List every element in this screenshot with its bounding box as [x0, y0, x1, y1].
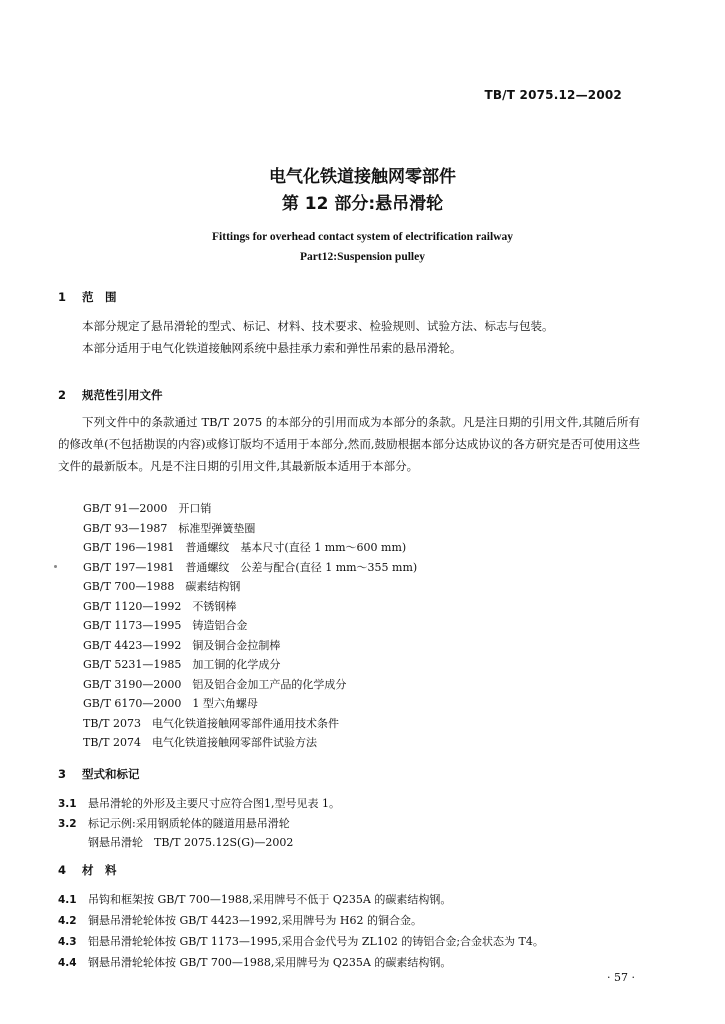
clause-4-1: [58, 891, 451, 907]
section-2-number: 2: [58, 388, 67, 402]
reference-title: 普通螺纹 基本尺寸(直径 1 mm～600 mm): [185, 541, 407, 554]
title-en-line2: Part12:Suspension pulley: [300, 251, 425, 263]
clause-number: 3.1: [58, 798, 77, 810]
reference-item: [83, 695, 258, 711]
section-2-title: 规范性引用文件: [82, 388, 163, 402]
reference-code: GB/T 197—1981: [83, 560, 175, 574]
section-4-title: 材 料: [82, 863, 117, 877]
reference-item: [83, 539, 406, 555]
clause-text: 吊钩和框架按 GB/T 700—1988,采用牌号不低于 Q235A 的碳素结构钢。: [88, 893, 452, 906]
reference-title: 铜及铜合金拉制棒: [192, 638, 281, 652]
clause-text: 钢悬吊滑轮轮体按 GB/T 700—1988,采用牌号为 Q235A 的碳素结构钢。: [88, 956, 452, 969]
section-4-heading: [58, 862, 117, 878]
reference-title: 普通螺纹 公差与配合(直径 1 mm～355 mm): [185, 560, 418, 574]
reference-code: GB/T 1120—1992: [83, 599, 182, 613]
reference-title: 不锈钢棒: [192, 599, 237, 613]
section-2-body: [58, 411, 640, 477]
section-3-number: 3: [58, 767, 67, 781]
reference-item: [83, 715, 339, 731]
reference-title: 1 型六角螺母: [192, 697, 258, 710]
section-1-number: 1: [58, 290, 67, 304]
reference-code: GB/T 700—1988: [83, 580, 175, 593]
clause-number: 4.1: [58, 894, 77, 906]
section-3-title: 型式和标记: [82, 767, 140, 781]
section-1-para-2: 本部分适用于电气化铁道接触网系统中悬挂承力索和弹性吊索的悬吊滑轮。: [82, 341, 462, 355]
reference-item: [83, 656, 280, 672]
marking-example: 钢悬吊滑轮 TB/T 2075.12S(G)—2002: [88, 836, 294, 849]
reference-title: 铸造铝合金: [192, 619, 248, 632]
reference-item: [83, 734, 317, 750]
clause-number: 4.3: [58, 936, 77, 948]
reference-title: 铝及铝合金加工产品的化学成分: [192, 677, 347, 691]
reference-code: GB/T 6170—2000: [83, 697, 182, 710]
reference-title: 电气化铁道接触网零部件通用技术条件: [151, 716, 339, 730]
reference-code: TB/T 2074: [83, 736, 141, 749]
section-1-heading: [58, 289, 117, 305]
reference-item: [83, 676, 346, 692]
reference-title: 开口销: [178, 502, 212, 515]
reference-code: GB/T 91—2000: [83, 502, 168, 515]
clause-number: 4.4: [58, 957, 77, 969]
clause-text: 悬吊滑轮的外形及主要尺寸应符合图1,型号见表 1。: [88, 797, 340, 810]
section-1-para-1: 本部分规定了悬吊滑轮的型式、标记、材料、技术要求、检验规则、试验方法、标志与包装。: [82, 319, 554, 333]
page-number: · 57 ·: [607, 971, 635, 984]
clause-3-1: [58, 795, 340, 811]
section-1-body: [58, 315, 640, 359]
reference-title: 标准型弹簧垫圈: [178, 521, 256, 535]
scan-speck: [54, 565, 57, 568]
section-2-para: 下列文件中的条款通过 TB/T 2075 的本部分的引用而成为本部分的条款。凡是注日期的引用文件,其随后所有的修改单(不包括勘误的内容)或修订版均不适用于本部分,然而,鼓励根据本部分达成协议的各方研究是否可使用这些文件的最新版本。凡是不注日期的引用文件,其最新版本适用于本部分。: [58, 415, 640, 473]
reference-code: GB/T 3190—2000: [83, 677, 182, 691]
reference-item: [83, 520, 255, 536]
reference-item: [83, 637, 280, 653]
title-en-line1: Fittings for overhead contact system of electrification railway: [212, 231, 513, 243]
reference-code: GB/T 5231—1985: [83, 658, 182, 671]
reference-item: [83, 500, 211, 516]
section-4-number: 4: [58, 863, 67, 877]
clause-3-2: [58, 815, 290, 831]
clause-4-3: [58, 933, 544, 949]
clause-text: 铝悬吊滑轮轮体按 GB/T 1173—1995,采用合金代号为 ZL102 的铸铝合金;合金状态为 T4。: [88, 935, 544, 948]
reference-item: [83, 559, 417, 575]
reference-item: [83, 598, 236, 614]
title-cn-line1: 电气化铁道接触网零部件: [269, 167, 456, 187]
section-2-heading: [58, 387, 163, 403]
section-3-heading: [58, 766, 140, 782]
clause-number: 4.2: [58, 915, 77, 927]
reference-code: GB/T 4423—1992: [83, 638, 182, 652]
reference-code: TB/T 2073: [83, 716, 141, 730]
reference-code: GB/T 1173—1995: [83, 619, 182, 632]
clause-text: 标记示例:采用钢质轮体的隧道用悬吊滑轮: [88, 817, 290, 830]
reference-title: 加工铜的化学成分: [192, 658, 281, 671]
standard-code: TB/T 2075.12—2002: [484, 88, 622, 102]
title-cn-line2: 第 12 部分:悬吊滑轮: [281, 194, 444, 214]
clause-text: 铜悬吊滑轮轮体按 GB/T 4423—1992,采用牌号为 H62 的铜合金。: [88, 914, 422, 927]
section-1-title: 范 围: [82, 290, 117, 304]
reference-title: 碳素结构钢: [185, 580, 241, 593]
reference-title: 电气化铁道接触网零部件试验方法: [151, 736, 317, 749]
clause-number: 3.2: [58, 818, 77, 830]
clause-4-2: [58, 912, 422, 928]
reference-code: GB/T 93—1987: [83, 521, 168, 535]
reference-item: [83, 578, 240, 594]
reference-item: [83, 617, 247, 633]
reference-code: GB/T 196—1981: [83, 541, 175, 554]
clause-4-4: [58, 954, 451, 970]
